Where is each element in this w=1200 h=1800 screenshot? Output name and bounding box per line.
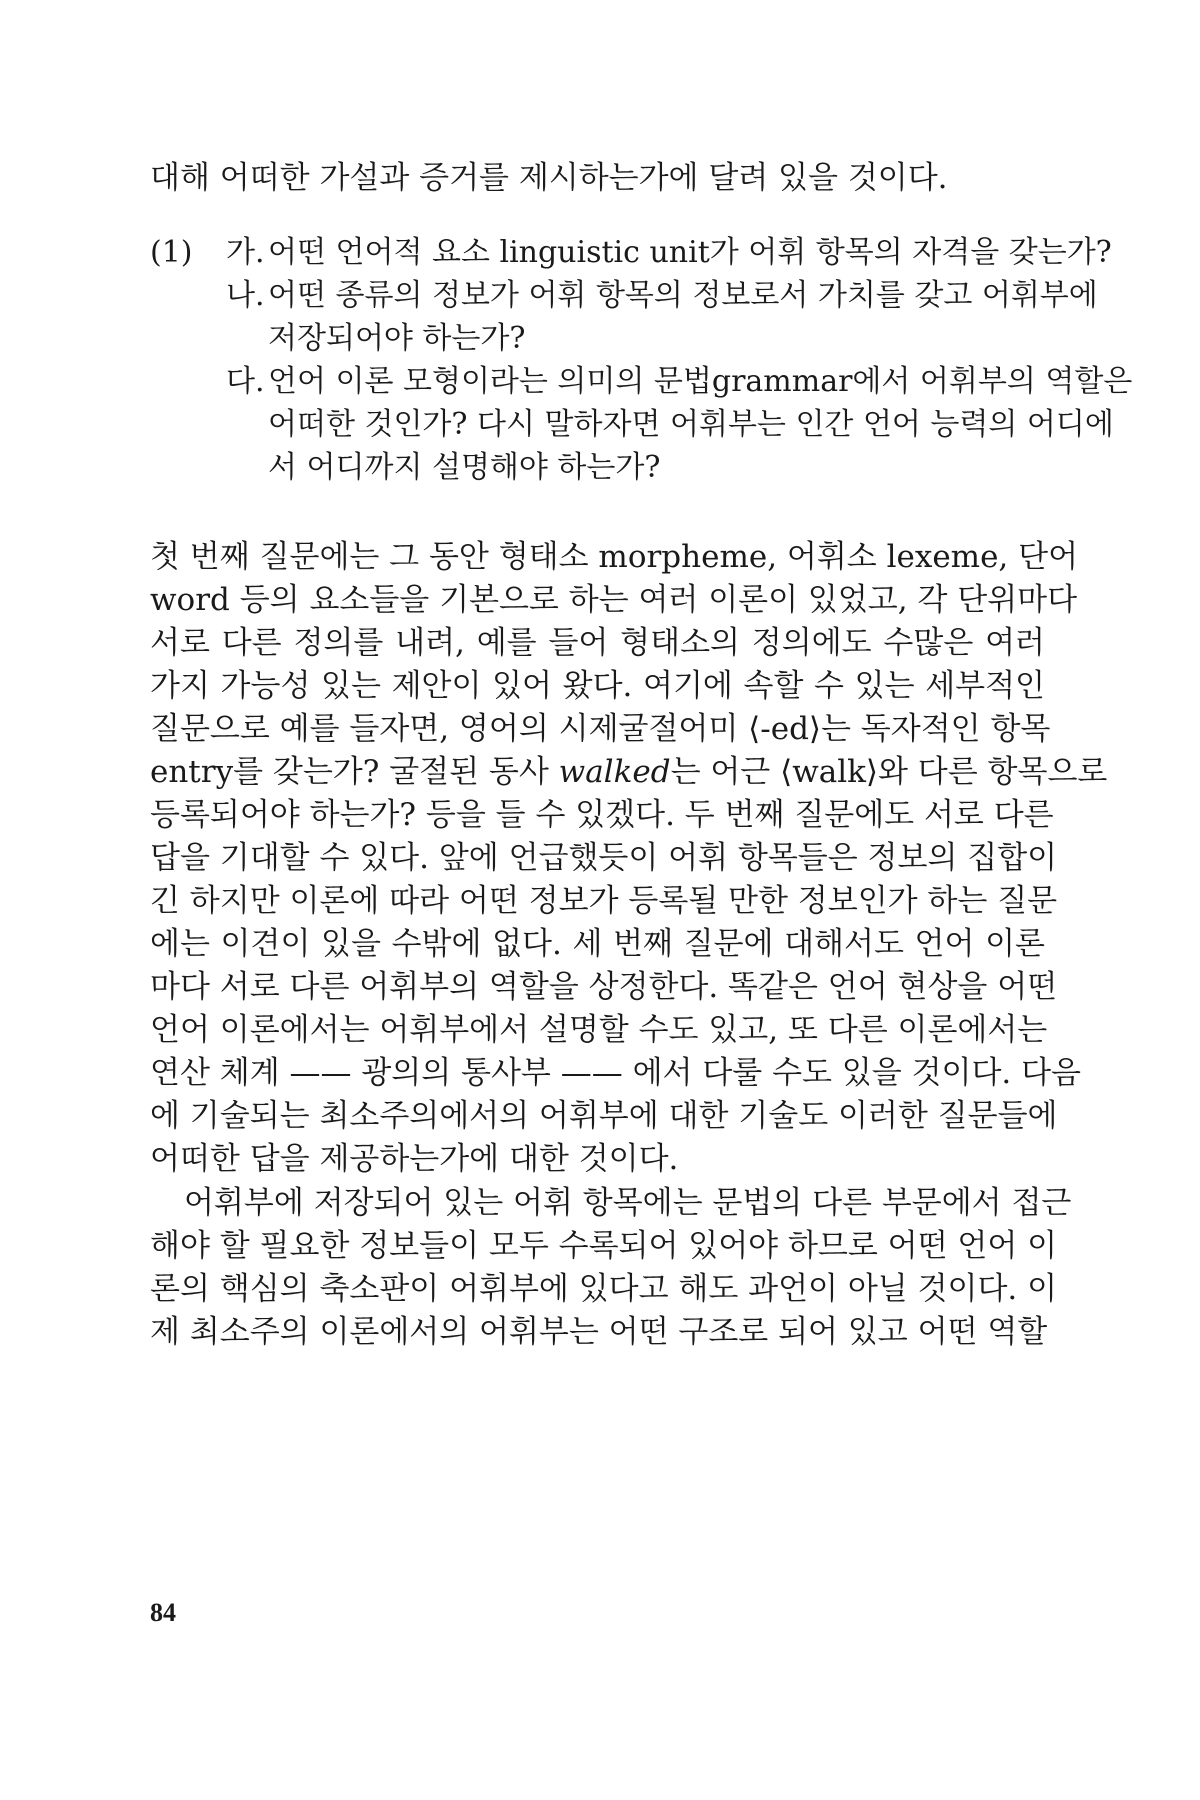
paragraph-1-line: word 등의 요소들을 기본으로 하는 여러 이론이 있었고, 각 단위마다 [150, 582, 1078, 618]
example-da-line-1: 언어 이론 모형이라는 의미의 문법grammar에서 어휘부의 역할은 [268, 364, 1133, 399]
intro-line: 대해 어떠한 가설과 증거를 제시하는가에 달려 있을 것이다. [150, 160, 948, 196]
paragraph-1-line: 질문으로 예를 들자면, 영어의 시제굴절어미 ⟨-ed⟩는 독자적인 항목 [150, 711, 1051, 747]
paragraph-1-line: 마다 서로 다른 어휘부의 역할을 상정한다. 똑같은 언어 현상을 어떤 [150, 969, 1058, 1005]
example-marker-ga: 가. [226, 235, 265, 270]
paragraph-2-line: 론의 핵심의 축소판이 어휘부에 있다고 해도 과언이 아닐 것이다. 이 [150, 1271, 1058, 1307]
paragraph-1-line: 가지 가능성 있는 제안이 있어 왔다. 여기에 속할 수 있는 세부적인 [150, 668, 1045, 704]
paragraph-1-line: 첫 번째 질문에는 그 동안 형태소 morpheme, 어휘소 lexeme, 단어 [150, 539, 1079, 575]
example-ga-line-1: 어떤 언어적 요소 linguistic unit가 어휘 항목의 자격을 갖는가? [268, 235, 1112, 270]
paragraph-1-line: 에는 이견이 있을 수밖에 없다. 세 번째 질문에 대해서도 언어 이론 [150, 926, 1045, 962]
example-da-line-3: 서 어디까지 설명해야 하는가? [268, 450, 661, 485]
example-na-line-2: 저장되어야 하는가? [268, 321, 526, 356]
example-marker-na: 나. [226, 278, 265, 313]
paragraph-2-line: 어휘부에 저장되어 있는 어휘 항목에는 문법의 다른 부문에서 접근 [184, 1185, 1072, 1221]
paragraph-1-line: 언어 이론에서는 어휘부에서 설명할 수도 있고, 또 다른 이론에서는 [150, 1012, 1048, 1048]
paragraph-1-line: 답을 기대할 수 있다. 앞에 언급했듯이 어휘 항목들은 정보의 집합이 [150, 840, 1058, 876]
paragraph-2-line: 제 최소주의 이론에서의 어휘부는 어떤 구조로 되어 있고 어떤 역할 [150, 1314, 1048, 1350]
example-na-line-1: 어떤 종류의 정보가 어휘 항목의 정보로서 가치를 갖고 어휘부에 [268, 278, 1098, 313]
example-marker-da: 다. [226, 364, 265, 399]
paragraph-1-line: 서로 다른 정의를 내려, 예를 들어 형태소의 정의에도 수많은 여러 [150, 625, 1045, 661]
paragraph-1-line: 어떠한 답을 제공하는가에 대한 것이다. [150, 1141, 679, 1177]
paragraph-1-line-italic: entry를 갖는가? 굴절된 동사 walked는 어근 ⟨walk⟩와 다른 항목으로 [150, 754, 1108, 790]
paragraph-1-line: 등록되어야 하는가? 등을 들 수 있겠다. 두 번째 질문에도 서로 다른 [150, 797, 1054, 833]
page-number: 84 [150, 1598, 176, 1627]
example-da-line-2: 어떠한 것인가? 다시 말하자면 어휘부는 인간 언어 능력의 어디에 [268, 407, 1114, 442]
paragraph-1-line: 연산 체계 —— 광의의 통사부 —— 에서 다룰 수도 있을 것이다. 다음 [150, 1055, 1082, 1091]
paragraph-1-line: 에 기술되는 최소주의에서의 어휘부에 대한 기술도 이러한 질문들에 [150, 1098, 1058, 1134]
italic-term: walked [558, 754, 671, 790]
example-number: (1) [150, 235, 193, 270]
paragraph-1-line: 긴 하지만 이론에 따라 어떤 정보가 등록될 만한 정보인가 하는 질문 [150, 883, 1058, 919]
paragraph-2-line: 해야 할 필요한 정보들이 모두 수록되어 있어야 하므로 어떤 언어 이 [150, 1228, 1058, 1264]
